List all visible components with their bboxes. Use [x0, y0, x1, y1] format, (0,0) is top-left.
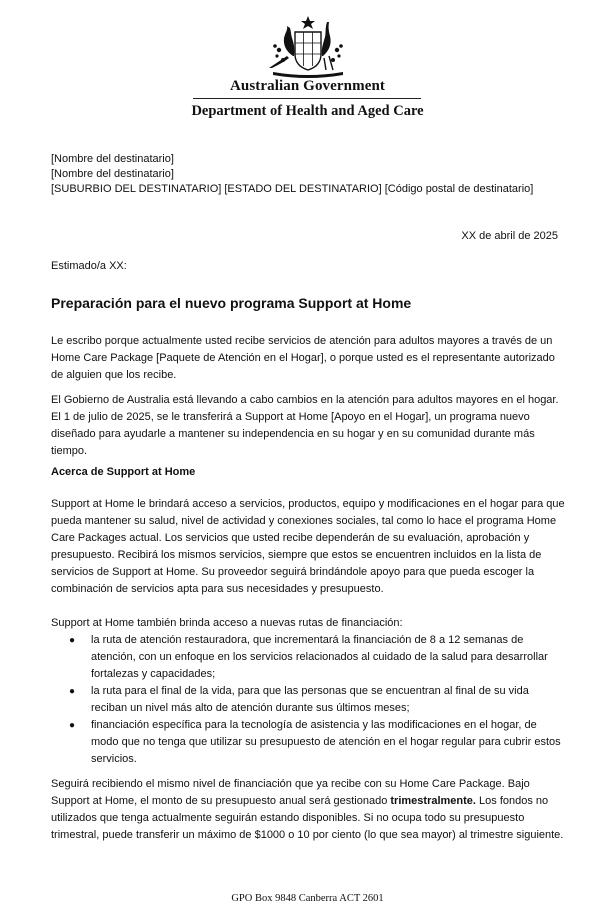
funding-text-start: Seguirá recibiendo el mismo nivel de financiación que ya recibe con su Home Care Package. Bajo Support at Home, el monto de su presupuesto anual será gestionado	[51, 778, 530, 807]
funding-text-emphasis: trimestralmente.	[390, 795, 476, 807]
bullet-text: la ruta de atención restauradora, que incrementará la financiación de 8 a 12 semanas de atención, con un enfoque en los servicios relacionados al cuidado de la salud para desarrollar fortalezas y capacidades;	[91, 634, 548, 680]
recipient-name-line-2: [Nombre del destinatario]	[51, 168, 174, 180]
funding-routes	[51, 615, 566, 768]
paragraph-changes: El Gobierno de Australia está llevando a cabo cambios en la atención para adultos mayores en el hogar. El 1 de julio de 2025, se le transferirá a Support at Home [Apoyo en el Hogar], un programa nuevo diseñado para ayudarle a mantener su independencia en su hogar y en su comunidad durante más tiempo.	[51, 394, 559, 457]
bullet-icon: ●	[69, 686, 76, 697]
bullet-text: financiación específica para la tecnología de asistencia y las modificaciones en el hogar, de modo que no tenga que utilizar su presupuesto de atención en el hogar regular para cubrir estos servicios.	[91, 719, 561, 765]
bullet-icon: ●	[69, 720, 76, 731]
salutation: Estimado/a XX:	[51, 260, 127, 272]
letter-date: XX de abril de 2025	[461, 230, 558, 242]
recipient-name-line-1: [Nombre del destinatario]	[51, 153, 174, 165]
footer-address: GPO Box 9848 Canberra ACT 2601	[231, 893, 384, 904]
coat-of-arms-icon	[263, 16, 353, 78]
bullet-text: la ruta para el final de la vida, para que las personas que se encuentran al final de su vida reciban un nivel más alto de atención durante sus últimos meses;	[91, 685, 529, 714]
bullet-icon: ●	[69, 635, 76, 646]
paragraph-about: Support at Home le brindará acceso a servicios, productos, equipo y modificaciones en el hogar para que pueda mantener su salud, nivel de actividad y conexiones sociales, tal como lo hace el programa Home Care Packages actual. Los servicios que usted recibe dependerán de su evaluación, aprobación y presupuesto. Recibirá los mismos servicios, siempre que estos se encuentren incluidos en la lista de servicios de Support at Home. Su proveedor seguirá brindándole apoyo para que pueda escoger la combinación de servicios apta para sus necesidades y presupuesto.	[51, 498, 565, 595]
funding-routes-list	[51, 632, 566, 768]
paragraph-funding	[51, 776, 566, 844]
paragraph-intro: Le escribo porque actualmente usted recibe servicios de atención para adultos mayores a través de un Home Care Package [Paquete de Atención en el Hogar], o porque usted es el representante autorizado de alguien que los recibe.	[51, 335, 555, 381]
funding-text-end: Los fondos no utilizados que tenga actualmente seguirán estando disponibles. Si no ocupa todo su presupuesto trimestral, puede transferir un máximo de $1000 o 10 por ciento (lo que sea mayor) al trimestre siguiente.	[51, 795, 564, 841]
department-name: Department of Health and Aged Care	[191, 103, 424, 119]
funding-routes-intro: Support at Home también brinda acceso a nuevas rutas de financiación:	[51, 617, 403, 629]
list-item	[51, 683, 566, 717]
list-item	[51, 632, 566, 683]
recipient-address	[51, 152, 533, 197]
list-item	[51, 717, 566, 768]
section-heading-about: Acerca de Support at Home	[51, 466, 196, 478]
recipient-location-line: [SUBURBIO DEL DESTINATARIO] [ESTADO DEL DESTINATARIO] [Código postal de destinatario]	[51, 183, 534, 195]
header-divider	[193, 98, 421, 99]
government-name: Australian Government	[229, 78, 385, 94]
letter-title: Preparación para el nuevo programa Support at Home	[51, 295, 412, 311]
